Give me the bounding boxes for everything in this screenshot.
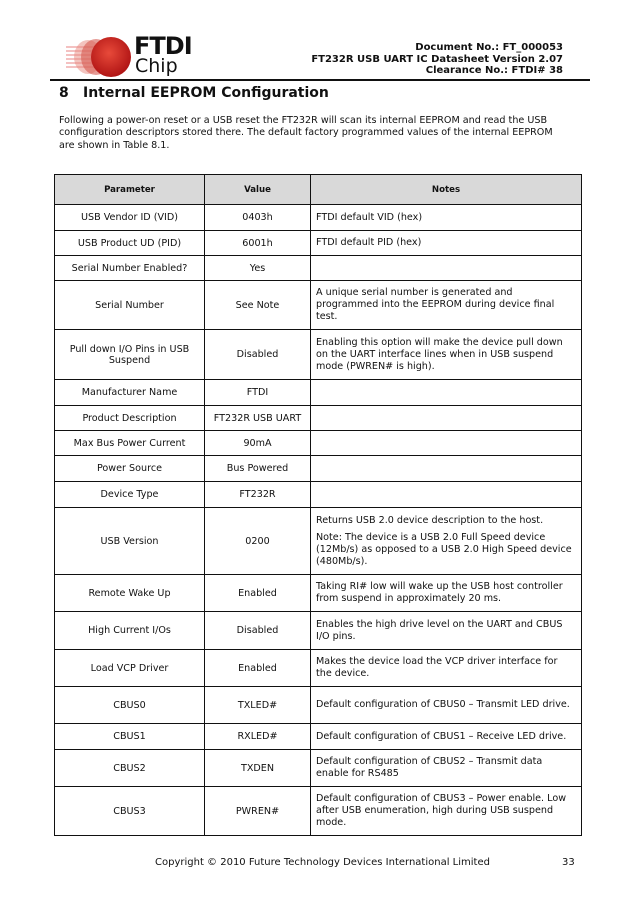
ftdi-logo-icon bbox=[66, 36, 136, 80]
cell-parameter: Remote Wake Up bbox=[55, 575, 205, 612]
table-row bbox=[55, 724, 582, 750]
cell-value: PWREN# bbox=[205, 787, 311, 836]
table-row bbox=[55, 650, 582, 687]
cell-notes: Taking RI# low will wake up the USB host controller from suspend in approximately 20 ms. bbox=[311, 575, 582, 612]
section-number: 8 bbox=[59, 85, 69, 101]
cell-value: FT232R USB UART bbox=[205, 406, 311, 431]
table-row bbox=[55, 787, 582, 836]
cell-notes: Makes the device load the VCP driver interface for the device. bbox=[311, 650, 582, 687]
cell-parameter: Product Description bbox=[55, 406, 205, 431]
table-row bbox=[55, 612, 582, 650]
cell-value: Yes bbox=[205, 256, 311, 281]
cell-notes: Default configuration of CBUS1 – Receive LED drive. bbox=[311, 724, 582, 750]
table-row bbox=[55, 482, 582, 508]
cell-parameter: CBUS1 bbox=[55, 724, 205, 750]
cell-parameter: Device Type bbox=[55, 482, 205, 508]
table-row bbox=[55, 431, 582, 456]
header-divider bbox=[50, 79, 590, 81]
table-row bbox=[55, 508, 582, 575]
cell-value: Enabled bbox=[205, 575, 311, 612]
table-row bbox=[55, 256, 582, 281]
cell-parameter: CBUS0 bbox=[55, 687, 205, 724]
cell-parameter: USB Vendor ID (VID) bbox=[55, 205, 205, 231]
cell-notes bbox=[311, 431, 582, 456]
cell-notes: Default configuration of CBUS2 – Transmit data enable for RS485 bbox=[311, 750, 582, 787]
column-header-parameter: Parameter bbox=[55, 175, 205, 205]
column-header-notes: Notes bbox=[311, 175, 582, 205]
cell-parameter: CBUS3 bbox=[55, 787, 205, 836]
table-row bbox=[55, 575, 582, 612]
cell-value: Enabled bbox=[205, 650, 311, 687]
cell-notes bbox=[311, 380, 582, 406]
cell-value: Bus Powered bbox=[205, 456, 311, 482]
cell-notes: A unique serial number is generated and programmed into the EEPROM during device final test. bbox=[311, 281, 582, 330]
cell-notes: Returns USB 2.0 device description to the host. Note: The device is a USB 2.0 Full Speed device (12Mb/s) as opposed to a USB 2.0 High Speed device (480Mb/s). bbox=[311, 508, 582, 575]
cell-notes: Enables the high drive level on the UART and CBUS I/O pins. bbox=[311, 612, 582, 650]
cell-notes bbox=[311, 482, 582, 508]
cell-value: FTDI bbox=[205, 380, 311, 406]
table-row bbox=[55, 330, 582, 380]
table-row bbox=[55, 205, 582, 231]
cell-parameter: Pull down I/O Pins in USB Suspend bbox=[55, 330, 205, 380]
cell-value: TXLED# bbox=[205, 687, 311, 724]
table-row bbox=[55, 750, 582, 787]
cell-notes bbox=[311, 406, 582, 431]
table-row bbox=[55, 456, 582, 482]
cell-value: 6001h bbox=[205, 231, 311, 256]
table-row bbox=[55, 406, 582, 431]
table-header-row bbox=[55, 175, 582, 205]
document-info bbox=[311, 42, 563, 77]
cell-value: Disabled bbox=[205, 330, 311, 380]
cell-value: 90mA bbox=[205, 431, 311, 456]
cell-value: 0200 bbox=[205, 508, 311, 575]
section-title: Internal EEPROM Configuration bbox=[83, 85, 329, 101]
intro-paragraph: Following a power-on reset or a USB reset the FT232R will scan its internal EEPROM and read the USB configuration descriptors stored there. The default factory programmed values of the internal EEPROM are shown in Table 8.1. bbox=[59, 115, 553, 151]
cell-parameter: Max Bus Power Current bbox=[55, 431, 205, 456]
logo-chip-text: Chip bbox=[135, 55, 178, 77]
cell-value: RXLED# bbox=[205, 724, 311, 750]
cell-parameter: USB Version bbox=[55, 508, 205, 575]
clearance-number: Clearance No.: FTDI# 38 bbox=[425, 65, 563, 76]
table-row bbox=[55, 231, 582, 256]
cell-notes: FTDI default VID (hex) bbox=[311, 205, 582, 231]
cell-parameter: Power Source bbox=[55, 456, 205, 482]
document-number: Document No.: FT_000053 bbox=[415, 42, 563, 53]
section-heading bbox=[59, 85, 329, 101]
cell-value: TXDEN bbox=[205, 750, 311, 787]
cell-parameter: High Current I/Os bbox=[55, 612, 205, 650]
cell-value: FT232R bbox=[205, 482, 311, 508]
document-title: FT232R USB UART IC Datasheet Version 2.07 bbox=[311, 53, 563, 65]
copyright-footer: Copyright © 2010 Future Technology Devices International Limited bbox=[155, 857, 490, 868]
logo-ftdi-text: FTDI bbox=[134, 32, 192, 60]
page-number: 33 bbox=[562, 857, 575, 868]
cell-parameter: Load VCP Driver bbox=[55, 650, 205, 687]
cell-parameter: Serial Number bbox=[55, 281, 205, 330]
cell-notes: FTDI default PID (hex) bbox=[311, 231, 582, 256]
cell-value: 0403h bbox=[205, 205, 311, 231]
table-row bbox=[55, 380, 582, 406]
cell-parameter: Serial Number Enabled? bbox=[55, 256, 205, 281]
cell-value: Disabled bbox=[205, 612, 311, 650]
cell-notes: Default configuration of CBUS0 – Transmit LED drive. bbox=[311, 687, 582, 724]
table-row bbox=[55, 281, 582, 330]
cell-parameter: CBUS2 bbox=[55, 750, 205, 787]
table-row bbox=[55, 687, 582, 724]
cell-notes bbox=[311, 456, 582, 482]
cell-parameter: Manufacturer Name bbox=[55, 380, 205, 406]
cell-parameter: USB Product UD (PID) bbox=[55, 231, 205, 256]
eeprom-config-table bbox=[54, 174, 582, 836]
cell-notes: Enabling this option will make the device pull down on the UART interface lines when in USB suspend mode (PWREN# is high). bbox=[311, 330, 582, 380]
cell-notes bbox=[311, 256, 582, 281]
cell-notes: Default configuration of CBUS3 – Power enable. Low after USB enumeration, high during USB suspend mode. bbox=[311, 787, 582, 836]
cell-value: See Note bbox=[205, 281, 311, 330]
column-header-value: Value bbox=[205, 175, 311, 205]
